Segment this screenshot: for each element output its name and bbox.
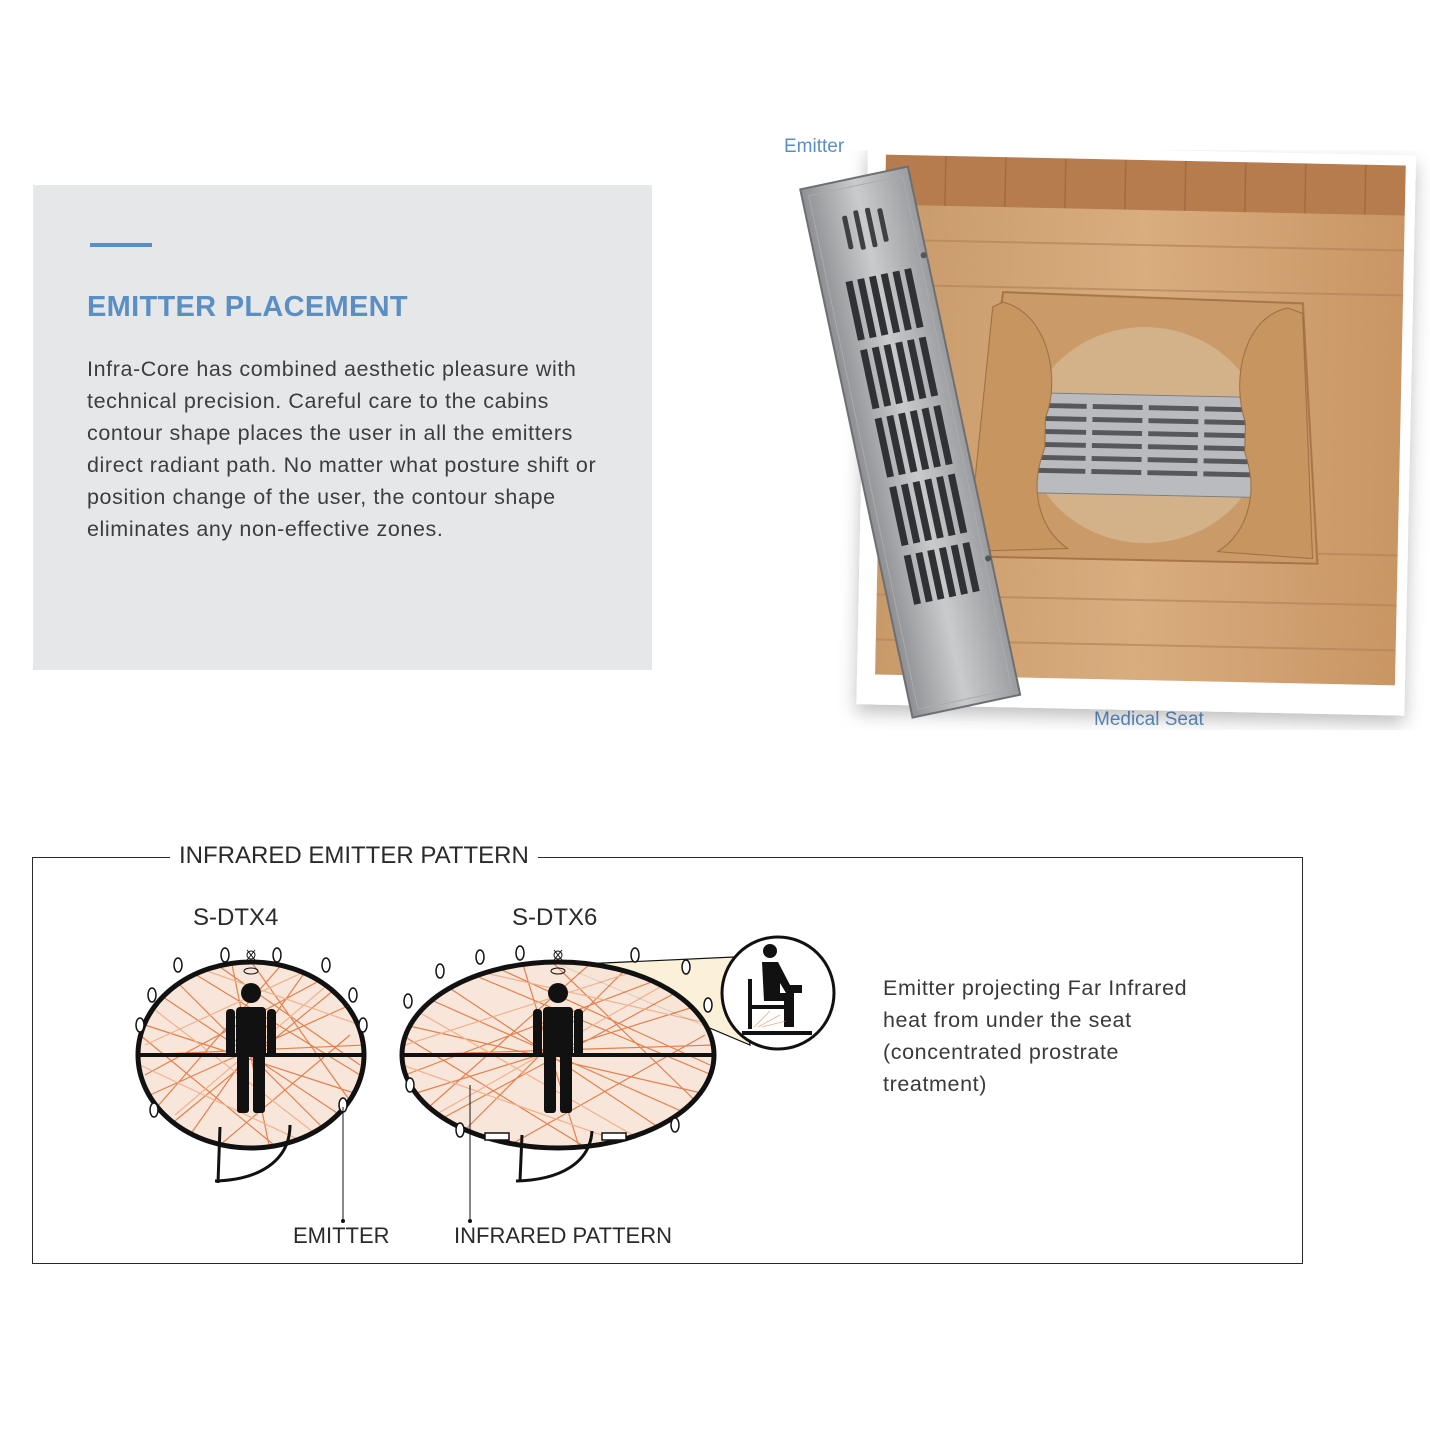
cabin-dtx6-diagram [402,937,834,1223]
emitter-photo-label: Emitter [784,136,845,157]
medical-seat-photo-label: Medical Seat [1094,709,1204,730]
card-title: EMITTER PLACEMENT [87,291,408,323]
model-label-dtx6: S-DTX6 [512,904,598,931]
card-body: Infra-Core has combined aesthetic pleasure with technical precision. Careful care to the cabins contour shape places the user in all the emitters direct radiant path. No matter what posture shift or position change of the user, the contour shape eliminates any non-effective zones. [87,357,597,541]
sauna-photo [740,150,1430,730]
pattern-description: Emitter projecting Far Infrared heat from under the seat (concentrated prostrate treatment) [883,976,1188,1096]
accent-bar [90,243,152,247]
pattern-title: INFRARED EMITTER PATTERN [170,842,538,870]
info-card [33,185,652,670]
emitter-pattern-diagram [130,935,850,1260]
cabin-dtx4-diagram [136,948,367,1223]
model-label-dtx4: S-DTX4 [193,904,279,931]
legend-infrared-pattern: INFRARED PATTERN [454,1223,672,1248]
legend-emitter: EMITTER [293,1223,390,1248]
